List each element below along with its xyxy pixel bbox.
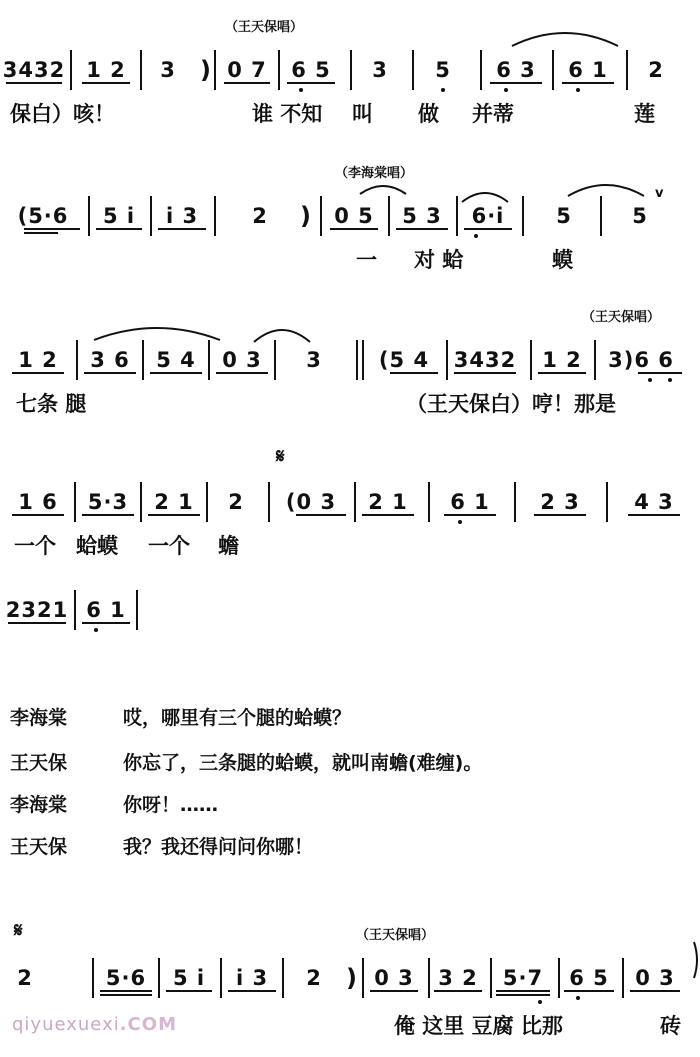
lyric: （王天保白）哼！那是 — [406, 392, 616, 416]
note-group: 1 2 — [80, 50, 132, 90]
note-group: 3)6 6 — [598, 340, 684, 380]
segno-icon: 𝄋 — [14, 918, 23, 942]
barline — [214, 50, 216, 90]
barline — [74, 590, 76, 630]
dialogue-text: 哎，哪里有三个腿的蛤蟆？ — [123, 707, 352, 729]
note-group: 3 — [372, 58, 388, 82]
barline — [514, 482, 516, 522]
barline — [362, 340, 364, 380]
lyric: 并蒂 — [472, 102, 514, 126]
dialogue-text: 你忘了，三条腿的蛤蟆，就叫南蟾(难缠)。 — [123, 752, 483, 774]
note-group: 5 4 — [148, 340, 204, 380]
barline — [600, 196, 602, 236]
barline — [140, 50, 142, 90]
barline — [220, 958, 222, 998]
note-group: 2 — [306, 966, 322, 990]
lyric: 叫 — [352, 102, 373, 126]
barline — [388, 196, 390, 236]
note-group: 0 3 — [368, 958, 420, 998]
barline — [530, 340, 532, 380]
barline — [626, 50, 628, 90]
barline — [70, 50, 72, 90]
note-group: 1 2 — [536, 340, 588, 380]
lyric: 做 — [418, 102, 439, 126]
dialogue-text: 你呀！…… — [123, 794, 219, 816]
note-group: 5 i — [164, 958, 214, 998]
lyric: 一个 — [148, 534, 190, 558]
barline — [412, 50, 414, 90]
note-group: 5·6 — [98, 958, 154, 998]
lyric: 对 蛤 — [414, 248, 464, 272]
note-group: 3 — [160, 58, 176, 82]
lyric: 砖 — [660, 1014, 681, 1038]
barline — [356, 340, 358, 380]
note-group: 1 6 — [10, 482, 66, 522]
barline — [362, 958, 364, 998]
note-row — [0, 50, 700, 90]
dialogue-line — [10, 790, 700, 824]
note-group: 2321 — [5, 598, 69, 622]
note-group: 6 5 — [562, 958, 616, 998]
speaker-name: 王天保 — [10, 752, 68, 774]
note-group: 0 3 — [628, 958, 682, 998]
singer-label: （李海棠唱） — [335, 166, 414, 181]
note-group: 5 i — [94, 196, 144, 236]
note-group: (0 3 — [274, 482, 348, 522]
note-group: 6 3 — [488, 50, 544, 90]
note-group: 0 3 — [214, 340, 270, 380]
barline — [76, 340, 78, 380]
speaker-name: 李海棠 — [10, 794, 68, 816]
barline — [206, 482, 208, 522]
note-group: 5 — [632, 204, 648, 228]
lyric: 七条 腿 — [16, 392, 87, 416]
barline — [74, 482, 76, 522]
segno-icon: 𝄋 — [276, 444, 285, 468]
note-row — [0, 590, 700, 630]
dialogue-line — [10, 703, 700, 737]
note-group: i 3 — [156, 196, 208, 236]
note-group: 6·i — [462, 196, 514, 236]
note-group: 5 — [556, 204, 572, 228]
barline — [208, 340, 210, 380]
lyric: 谁 不知 — [252, 102, 323, 126]
barline — [158, 958, 160, 998]
note-group: 5·3 — [80, 482, 136, 522]
note-group: 2 — [228, 490, 244, 514]
dialogue-text: 我？我还得问问你哪！ — [123, 836, 314, 858]
lyric: 俺 这里 豆腐 比那 — [394, 1014, 563, 1038]
lyric: 一个 — [14, 534, 56, 558]
watermark-text: qiyuexuexi — [12, 1014, 120, 1035]
lyric: 保白）咳！ — [10, 102, 115, 126]
speaker-name: 李海棠 — [10, 707, 68, 729]
barline — [136, 590, 138, 630]
note-group: 6 5 — [285, 50, 337, 90]
note-group: 2 — [17, 966, 33, 990]
barline — [428, 482, 430, 522]
watermark-suffix: .COM — [119, 1014, 177, 1035]
note-group: 2 — [252, 204, 268, 228]
barline — [282, 958, 284, 998]
note-group: 4 3 — [626, 482, 682, 522]
barline — [446, 340, 448, 380]
barline — [594, 340, 596, 380]
lyric: 蟆 — [552, 248, 573, 272]
barline — [622, 958, 624, 998]
note-group: 1 2 — [10, 340, 66, 380]
barline — [558, 958, 560, 998]
barline — [214, 196, 216, 236]
barline — [428, 958, 430, 998]
close-paren: ) — [346, 964, 357, 992]
singer-label: （王天保唱） — [225, 20, 304, 35]
barline — [150, 196, 152, 236]
note-group: 2 — [648, 58, 664, 82]
barline — [320, 196, 322, 236]
barline — [278, 50, 280, 90]
note-group: 0 7 — [222, 50, 272, 90]
close-paren: ) — [300, 202, 311, 230]
note-group: 3432 — [2, 58, 66, 82]
note-group: 2 3 — [532, 482, 588, 522]
note-row — [0, 340, 700, 380]
note-group: 3 6 — [82, 340, 138, 380]
note-row — [0, 196, 700, 236]
close-paren: ) — [200, 56, 211, 84]
barline — [490, 958, 492, 998]
note-group: (5·6 — [4, 196, 82, 236]
breath-mark: v — [655, 186, 664, 201]
barline — [88, 196, 90, 236]
barline — [142, 340, 144, 380]
lyric: 蛤蟆 — [76, 534, 118, 558]
lyric: 一 — [356, 248, 377, 272]
note-row — [0, 482, 700, 522]
note-group: 3432 — [453, 348, 517, 372]
barline — [350, 50, 352, 90]
barline — [456, 196, 458, 236]
note-group: 6 1 — [442, 482, 498, 522]
barline — [606, 482, 608, 522]
note-group: 5·7 — [494, 958, 552, 998]
barline — [268, 482, 270, 522]
singer-label: （王天保唱） — [582, 310, 661, 325]
barline — [522, 196, 524, 236]
watermark — [12, 1014, 177, 1035]
lyric: 蟾 — [218, 534, 239, 558]
slur — [358, 182, 408, 196]
note-group: 3 — [306, 348, 322, 372]
note-group: 6 1 — [560, 50, 616, 90]
speaker-name: 王天保 — [10, 836, 68, 858]
slur — [510, 28, 620, 48]
note-group: 6 1 — [80, 590, 132, 630]
barline — [480, 50, 482, 90]
note-group: i 3 — [226, 958, 278, 998]
note-group: 5 3 — [394, 196, 450, 236]
note-group: (5 4 — [368, 340, 440, 380]
barline — [274, 340, 276, 380]
note-group: 2 1 — [146, 482, 202, 522]
note-group: 0 5 — [328, 196, 380, 236]
barline — [552, 50, 554, 90]
note-group: 2 1 — [360, 482, 416, 522]
dialogue-line — [10, 748, 700, 782]
barline — [92, 958, 94, 998]
dialogue-line — [10, 832, 700, 866]
note-group: 5 — [425, 50, 461, 90]
note-row — [0, 958, 700, 998]
barline — [354, 482, 356, 522]
lyric: 莲 — [634, 102, 655, 126]
singer-label: （王天保唱） — [356, 928, 435, 943]
note-group: 3 2 — [432, 958, 484, 998]
barline — [140, 482, 142, 522]
